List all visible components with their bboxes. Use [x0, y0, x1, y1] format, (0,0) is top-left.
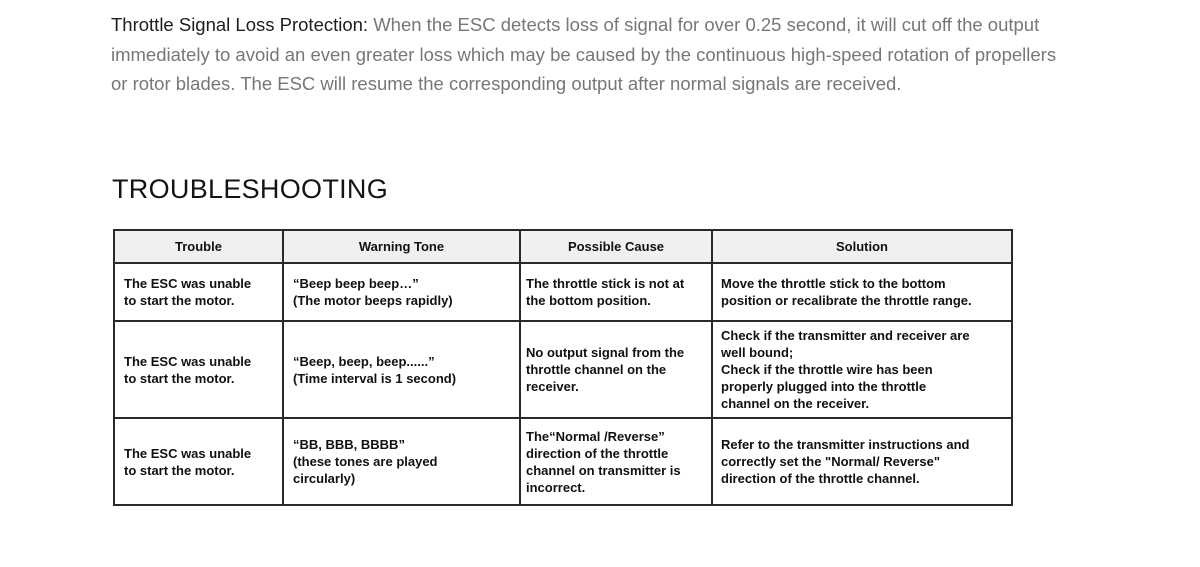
possible-cause-cell: The throttle stick is not at the bottom position. [520, 263, 712, 321]
header-solution: Solution [712, 230, 1012, 263]
solution-cell: Refer to the transmitter instructions and correctly set the "Normal/ Reverse" direction of the throttle channel. [712, 418, 1012, 505]
header-possible-cause: Possible Cause [520, 230, 712, 263]
table-row [114, 321, 1012, 418]
table-row [114, 263, 1012, 321]
warning-tone-cell: “Beep, beep, beep......” (Time interval is 1 second) [283, 321, 520, 418]
header-warning-tone: Warning Tone [283, 230, 520, 263]
solution-cell: Check if the transmitter and receiver are well bound; Check if the throttle wire has been properly plugged into the throttle channel on the receiver. [712, 321, 1012, 418]
signal-loss-paragraph [111, 10, 1071, 99]
section-title: TROUBLESHOOTING [112, 174, 389, 204]
table-row [114, 418, 1012, 505]
trouble-cell: The ESC was unable to start the motor. [114, 263, 283, 321]
signal-loss-body: When the ESC detects loss of signal for over 0.25 second, it will cut off the output immediately to avoid an even greater loss which may be caused by the continuous high-speed rotation of propellers or rotor blades. The ESC will resume the corresponding output after normal signals are received. [111, 14, 1057, 95]
possible-cause-cell: No output signal from the throttle channel on the receiver. [520, 321, 712, 418]
signal-loss-lead: Throttle Signal Loss Protection: [111, 14, 369, 35]
troubleshooting-table [113, 229, 1013, 506]
header-trouble: Trouble [114, 230, 283, 263]
solution-cell: Move the throttle stick to the bottom position or recalibrate the throttle range. [712, 263, 1012, 321]
warning-tone-cell: “Beep beep beep…” (The motor beeps rapidly) [283, 263, 520, 321]
table-header-row [114, 230, 1012, 263]
trouble-cell: The ESC was unable to start the motor. [114, 321, 283, 418]
warning-tone-cell: “BB, BBB, BBBB” (these tones are played circularly) [283, 418, 520, 505]
possible-cause-cell: The“Normal /Reverse” direction of the throttle channel on transmitter is incorrect. [520, 418, 712, 505]
trouble-cell: The ESC was unable to start the motor. [114, 418, 283, 505]
